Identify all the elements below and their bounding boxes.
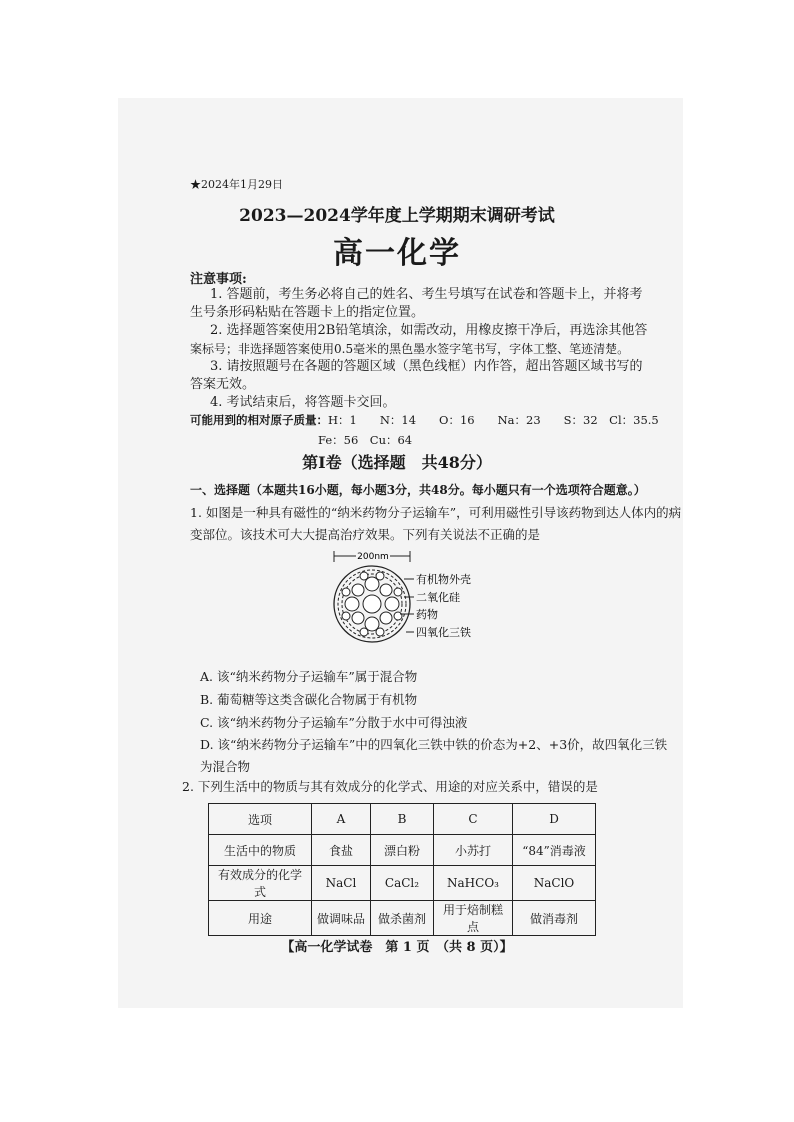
section-title: 第Ⅰ卷（选择题 共48分） <box>302 453 492 472</box>
table-cell: 漂白粉 <box>371 835 434 866</box>
table-cell: CaCl₂ <box>371 866 434 901</box>
notice-line: 生号条形码粘贴在答题卡上的指定位置。 <box>190 305 425 320</box>
diagram-label-drug: 药物 <box>416 608 438 621</box>
table-row <box>209 835 596 866</box>
q1-option-a: A. 该“纳米药物分子运输车”属于混合物 <box>200 669 418 684</box>
q1-option-d-cont: 为混合物 <box>200 759 251 774</box>
table-cell: 生活中的物质 <box>209 835 312 866</box>
notice-line: 2. 选择题答案使用2B铅笔填涂，如需改动，用橡皮擦干净后，再选涂其他答 <box>210 323 648 338</box>
table-cell: 做消毒剂 <box>513 901 596 936</box>
table-row <box>209 804 596 835</box>
table-cell: 做调味品 <box>312 901 371 936</box>
diagram-label-shell: 有机物外壳 <box>416 573 471 586</box>
diagram-scale-label: 200nm <box>357 552 389 562</box>
notice-line: 3. 请按照题号在各题的答题区域（黑色线框）内作答，超出答题区域书写的 <box>210 359 643 374</box>
table-cell: 小苏打 <box>434 835 513 866</box>
table-cell: 用于焙制糕点 <box>434 901 513 936</box>
q2-stem: 2. 下列生活中的物质与其有效成分的化学式、用途的对应关系中，错误的是 <box>182 779 598 794</box>
q1-option-c: C. 该“纳米药物分子运输车”分散于水中可得浊液 <box>200 715 468 730</box>
q1-stem-line: 1. 如图是一种具有磁性的“纳米药物分子运输车”，可利用磁性引导该药物到达人体内的病 <box>190 505 682 520</box>
nano-carrier-diagram <box>318 548 508 648</box>
table-cell: 选项 <box>209 804 312 835</box>
table-cell: 有效成分的化学式 <box>209 866 312 901</box>
table-cell: 用途 <box>209 901 312 936</box>
table-row <box>209 866 596 901</box>
table-cell: 做杀菌剂 <box>371 901 434 936</box>
table-row <box>209 901 596 936</box>
notice-line: 4. 考试结束后，将答题卡交回。 <box>210 395 396 410</box>
exam-title: 2023—2024学年度上学期期末调研考试 <box>239 206 555 226</box>
notice-heading: 注意事项: <box>190 272 247 287</box>
q2-table <box>208 803 596 936</box>
table-cell: NaHCO₃ <box>434 866 513 901</box>
atomic-masses-row2: Fe：56 Cu：64 <box>318 433 413 447</box>
table-cell: D <box>513 804 596 835</box>
q1-option-d: D. 该“纳米药物分子运输车”中的四氧化三铁中铁的价态为+2、+3价，故四氧化三铁 <box>200 737 668 752</box>
notice-line: 答案无效。 <box>190 377 256 392</box>
table-cell: 食盐 <box>312 835 371 866</box>
table-cell: NaClO <box>513 866 596 901</box>
table-cell: A <box>312 804 371 835</box>
exam-date: ★2024年1月29日 <box>190 178 283 191</box>
table-cell: “84”消毒液 <box>513 835 596 866</box>
table-cell: B <box>371 804 434 835</box>
diagram-label-fe3o4: 四氧化三铁 <box>416 626 471 639</box>
notice-line: 1. 答题前，考生务必将自己的姓名、考生号填写在试卷和答题卡上，并将考 <box>210 287 643 302</box>
part-heading: 一、选择题（本题共16小题，每小题3分，共48分。每小题只有一个选项符合题意。） <box>190 483 646 497</box>
table-cell: NaCl <box>312 866 371 901</box>
diagram-label-silica: 二氧化硅 <box>416 591 460 604</box>
atomic-masses-row1 <box>190 412 659 428</box>
atomic-masses-values: H：1 N：14 O：16 Na：23 S：32 Cl：35.5 <box>328 413 659 427</box>
subject-title: 高一化学 <box>333 236 461 271</box>
q1-stem-line: 变部位。该技术可大大提高治疗效果。下列有关说法不正确的是 <box>190 527 541 542</box>
table-cell: C <box>434 804 513 835</box>
notice-line: 案标号；非选择题答案使用0.5毫米的黑色墨水签字笔书写，字体工整、笔迹清楚。 <box>190 342 630 356</box>
q1-option-b: B. 葡萄糖等这类含碳化合物属于有机物 <box>200 692 418 707</box>
atomic-masses-label: 可能用到的相对原子质量： <box>190 413 328 427</box>
page-footer: 【高一化学试卷 第 1 页 （共 8 页）】 <box>281 940 513 955</box>
